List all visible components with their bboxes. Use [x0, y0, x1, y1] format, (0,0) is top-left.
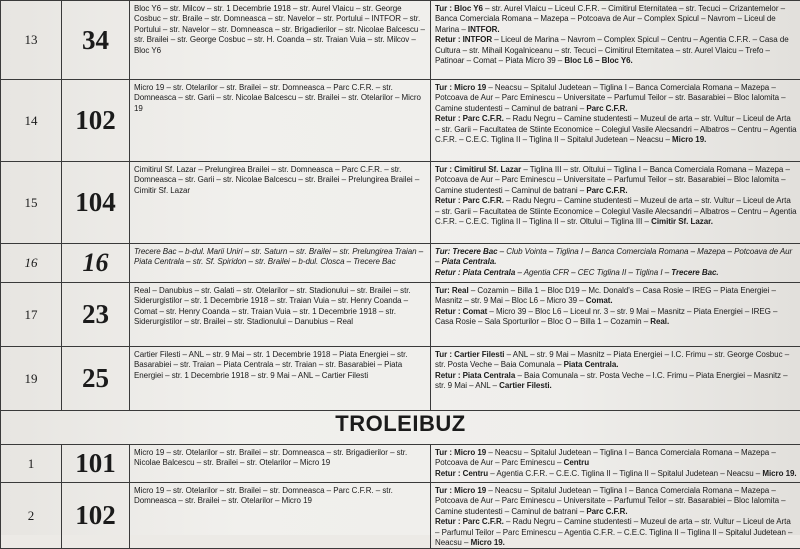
tur-terminus: Centru — [564, 458, 589, 467]
route-line-number: 102 — [62, 80, 130, 162]
row-number: 16 — [1, 244, 62, 283]
retur-label: Retur : Piata Centrala — [435, 371, 515, 380]
retur-stops: – Radu Negru – Camine studentesti – Muzeul de arta – str. Vultur – Liceul de Arta – str. Garii – Facultatea de Stiinte Economice – Colegiul Vasile Alecsandri – Albatros – Centru – Agentia C.F.R. – C.E.C. Tiglina II – Tiglina II – Spitalul Judetean – Neacsu – — [435, 114, 796, 144]
tur-terminus: Piata Centrala. — [442, 257, 497, 266]
retur-terminus: Cimitir Sf. Lazar. — [651, 217, 713, 226]
retur-terminus: Micro 19. — [672, 135, 706, 144]
tur-terminus: INTFOR. — [468, 25, 500, 34]
route-itinerary: Bloc Y6 – str. Milcov – str. 1 Decembrie 1918 – str. Aurel Vlaicu – str. George Cosbuc – str. Braile – str. Domneasca – str. Navelor – str. Portului – INTFOR – str. Portului – str. Navelor – str. Domneasca – str. Brigadierilor – str. Nicolae Balcescu – str. Brailei – str. George Cosbuc – str. H. Coanda – str. Traian Vuia – str. Milcov – Bloc Y6 — [130, 1, 431, 80]
route-line-number: 25 — [62, 347, 130, 411]
row-number: 15 — [1, 162, 62, 244]
retur-terminus: Real. — [650, 317, 669, 326]
retur-stops: – Agentia C.F.R. – C.E.C. Tiglina II – Tiglina II – Spitalul Judetean – Neacsu – — [488, 469, 762, 478]
retur-terminus: Trecere Bac. — [671, 268, 718, 277]
tur-terminus: Comat. — [586, 296, 613, 305]
retur-label: Retur : Parc C.F.R. — [435, 196, 504, 205]
route-stops — [431, 347, 800, 411]
route-line-number: 23 — [62, 283, 130, 347]
tur-stops: – str. Aurel Vlaicu – Liceul C.F.R. – Cimitirul Eternitatea – str. Tecuci – Crizantemelor – Banca Comerciala Romana – Mazepa – Potcoava de Aur – Complex Spicul – Navrom – Liceul de Marina – — [435, 4, 785, 34]
tur-label: Tur: Real — [435, 286, 469, 295]
row-number: 19 — [1, 347, 62, 411]
retur-stops: – Agentia CFR – CEC Tiglina II – Tiglina I – — [515, 268, 671, 277]
tur-label: Tur : Micro 19 — [435, 448, 486, 457]
retur-label: Retur : Parc C.F.R. — [435, 517, 504, 526]
tur-stops: – Neacsu – Spitalul Judetean – Tiglina I – Banca Comerciala Romana – Mazepa – Potcoava de Aur – Parc Eminescu – — [435, 448, 776, 467]
route-row — [1, 347, 800, 411]
tur-terminus: Parc C.F.R. — [586, 104, 627, 113]
route-stops — [431, 283, 800, 347]
tur-terminus: Parc C.F.R. — [586, 507, 627, 516]
retur-terminus: Micro 19. — [471, 538, 505, 547]
route-stops — [431, 1, 800, 80]
route-stops — [431, 483, 800, 549]
row-number: 14 — [1, 80, 62, 162]
route-stops — [431, 80, 800, 162]
tur-stops: – Club Vointa – Tiglina I – Banca Comerciala Romana – Mazepa – Potcoava de Aur – — [435, 247, 792, 266]
row-number: 1 — [1, 445, 62, 483]
row-number: 2 — [1, 483, 62, 549]
section-title: TROLEIBUZ — [1, 411, 800, 445]
route-line-number: 16 — [62, 244, 130, 283]
retur-stops: – Radu Negru – Camine studentesti – Muzeul de arta – str. Vultur – Liceul de Arta – Parfumul Teilor – Parc Eminescu – Agentia C.F.R. – C.E.C. Tiglina II – Tiglina II – Spitalul Judetean – Neacsu – — [435, 517, 792, 547]
retur-label: Retur : Piata Centrala — [435, 268, 515, 277]
retur-label: Retur : INTFOR — [435, 35, 492, 44]
retur-label: Retur : Centru — [435, 469, 488, 478]
route-row — [1, 1, 800, 80]
retur-stops: – Baia Comunala – str. Posta Veche – I.C. Frimu – Piata Energiei – Masnitz – str. 9 Mai – ANL – — [435, 371, 788, 390]
tur-stops: – Cozamin – Billa 1 – Bloc D19 – Mc. Donald's – Casa Rosie – IREG – Piata Energiei – Masnitz – str. 9 Mai – Bloc L6 – Micro 39 – — [435, 286, 776, 305]
row-number: 13 — [1, 1, 62, 80]
route-line-number: 34 — [62, 1, 130, 80]
tur-label: Tur : Micro 19 — [435, 83, 486, 92]
tur-label: Tur : Bloc Y6 — [435, 4, 483, 13]
tur-stops: – Neacsu – Spitalul Judetean – Tiglina I – Banca Comerciala Romana – Mazepa – Potcoava de Aur – Parc Eminescu – Universitate – Parfumul Teilor – str. Basarabiei – Bloc Ialomita – Camine studentesti – Caminul de batrani – — [435, 486, 786, 516]
route-itinerary: Real – Danubius – str. Galati – str. Otelarilor – str. Stadionului – str. Brailei – str. Siderurgistilor – str. 1 Decembrie 1918 – str. Traian Vuia – str. Henry Coanda – Comat – str. Henry Coanda – str. Traian Vuia – str. 1 Decembrie 1918 – str. Siderurgistilor – str. Brailei – str. Stadionului – Danubius – Real — [130, 283, 431, 347]
tur-terminus: Piata Centrala. — [564, 360, 619, 369]
route-line-number: 102 — [62, 483, 130, 549]
route-line-number: 101 — [62, 445, 130, 483]
tur-stops: – Neacsu – Spitalul Judetean – Tiglina I – Banca Comerciala Romana – Mazepa – Potcoava de Aur – Parc Eminescu – Universitate – Parfumul Teilor – str. Basarabiei – Bloc Ialomita – Camine studentesti – Caminul de batrani – — [435, 83, 786, 113]
retur-terminus: Micro 19. — [762, 469, 796, 478]
section-header-row — [1, 411, 800, 445]
retur-terminus: Cartier Filesti. — [499, 381, 552, 390]
tur-label: Tur : Micro 19 — [435, 486, 486, 495]
tur-stops: – ANL – str. 9 Mai – Masnitz – Piata Energiei – I.C. Frimu – str. George Cosbuc – str. Posta Veche – Baia Comunala – — [435, 350, 789, 369]
route-itinerary: Cartier Filesti – ANL – str. 9 Mai – str. 1 Decembrie 1918 – Piata Energiei – str. Basarabiei – str. Traian – Piata Centrala – str. Traian – str. Basarabiei – Piata Energiei – str. 1 Decembrie 1918 – str. 9 Mai – ANL – Cartier Filesti — [130, 347, 431, 411]
row-number: 17 — [1, 283, 62, 347]
route-itinerary: Micro 19 – str. Otelarilor – str. Brailei – str. Domneasca – Parc C.F.R. – str. Domneasca – str. Garii – str. Nicolae Balcescu – str. Brailei – str. Otelarilor – Micro 19 — [130, 80, 431, 162]
retur-terminus: Bloc L6 – Bloc Y6. — [564, 56, 632, 65]
tur-stops: – Tiglina III – str. Oltului – Tiglina I – Banca Comerciala Romana – Mazepa – Potcoava de Aur – Parc Eminescu – Universitate – Parfumul Teilor – str. Basarabiei – Bloc Ialomita – Camine studentesti – Caminul de batrani – — [435, 165, 790, 195]
route-row — [1, 283, 800, 347]
route-row — [1, 80, 800, 162]
tur-label: Tur: Trecere Bac — [435, 247, 498, 256]
route-stops — [431, 445, 800, 483]
route-line-number: 104 — [62, 162, 130, 244]
route-itinerary: Cimitirul Sf. Lazar – Prelungirea Brailei – str. Domneasca – Parc C.F.R. – str. Domneasca – str. Garii – str. Nicolae Balcescu – str. Brailei – Prelungirea Brailei – Cimitir Sf. Lazar — [130, 162, 431, 244]
route-itinerary: Trecere Bac – b-dul. Marii Uniri – str. Saturn – str. Brailei – str. Prelungirea Traian – Piata Centrala – str. Sf. Spiridon – str. Brailei – b-dul. Closca – Trecere Bac — [130, 244, 431, 283]
tur-terminus: Parc C.F.R. — [586, 186, 627, 195]
retur-stops: – Liceul de Marina – Navrom – Complex Spicul – Centru – Agentia C.F.R. – Casa de Cultura – str. Mihail Kogalniceanu – str. Tecuci – Cimitirul Eternitatea – str. Aurel Vlaicu – Trefo – Patinoar – Comat – Piata Micro 39 – — [435, 35, 789, 65]
retur-label: Retur : Parc C.F.R. — [435, 114, 504, 123]
tur-label: Tur : Cartier Filesti — [435, 350, 504, 359]
retur-label: Retur : Comat — [435, 307, 487, 316]
tur-label: Tur : Cimitirul Sf. Lazar — [435, 165, 521, 174]
retur-stops: – Radu Negru – Camine studentesti – Muzeul de arta – str. Vultur – Liceul de Arta – str. Garii – Facultatea de Stiinte Economice – Colegiul Vasile Alecsandri – Albatros – Centru – Agentia C.F.R. – C.E.C. Tiglina II – Tiglina II – str. Oltului – Tiglina III – — [435, 196, 796, 226]
route-itinerary: Micro 19 – str. Otelarilor – str. Brailei – str. Domneasca – str. Brigadierilor – str. Nicolae Balcescu – str. Brailei – str. Otelarilor – Micro 19 — [130, 445, 431, 483]
retur-stops: – Micro 39 – Bloc L6 – Liceul nr. 3 – str. 9 Mai – Masnitz – Piata Energiei – IREG – Casa Rosie – Sala Sporturilor – Bloc O – Billa 1 – Cozamin – — [435, 307, 777, 326]
route-row — [1, 244, 800, 283]
route-stops — [431, 162, 800, 244]
route-row — [1, 483, 800, 549]
route-itinerary: Micro 19 – str. Otelarilor – str. Brailei – str. Domneasca – Parc C.F.R. – str. Domneasca – str. Brailei – str. Otelarilor – Micro 19 — [130, 483, 431, 549]
route-stops — [431, 244, 800, 283]
route-row — [1, 162, 800, 244]
route-row — [1, 445, 800, 483]
